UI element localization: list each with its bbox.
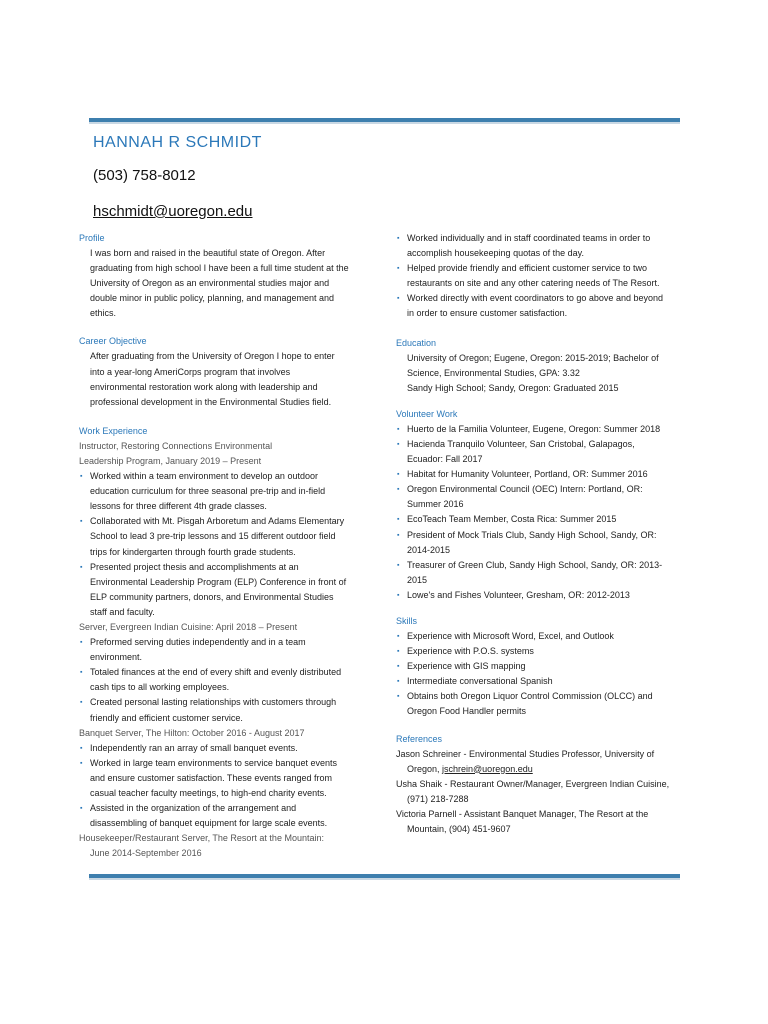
text-line: Jason Schreiner - Environmental Studies Professor, University of bbox=[396, 748, 655, 759]
text-line: ▪ Huerto de la Familia Volunteer, Eugene, Oregon: Summer 2018 bbox=[407, 423, 661, 434]
text-line: After graduating from the University of Oregon I hope to enter bbox=[90, 351, 335, 362]
top-divider bbox=[89, 118, 680, 122]
job-title-housekeeper bbox=[79, 831, 369, 861]
job-title-banquet-server bbox=[79, 726, 369, 741]
text-line: into a year-long AmeriCorps program that involves bbox=[90, 366, 291, 377]
section-title-career-objective: Career Objective bbox=[79, 336, 147, 347]
text-line bbox=[396, 762, 686, 777]
text-line: ▪ Lowe's and Fishes Volunteer, Gresham, OR: 2012-2013 bbox=[407, 589, 630, 600]
text-line: environment. bbox=[90, 652, 143, 663]
section-title-volunteer-work: Volunteer Work bbox=[396, 408, 458, 419]
list-item bbox=[79, 469, 369, 514]
text-line: 2014-2015 bbox=[407, 544, 451, 555]
list-item bbox=[79, 560, 369, 620]
skills-list bbox=[396, 629, 686, 720]
email-link[interactable]: hschmidt@uoregon.edu bbox=[93, 203, 253, 220]
list-item bbox=[396, 467, 686, 482]
text-line: 2015 bbox=[407, 574, 428, 585]
text-line: ethics. bbox=[90, 308, 117, 319]
text-line: in order to ensure customer satisfaction. bbox=[407, 308, 568, 319]
list-item bbox=[396, 291, 686, 321]
job-bullets-instructor bbox=[79, 469, 369, 620]
text-line: June 2014-September 2016 bbox=[90, 848, 202, 859]
text-line: Housekeeper/Restaurant Server, The Resort at the Mountain: bbox=[79, 833, 324, 844]
list-item bbox=[396, 482, 686, 512]
text-line: ▪ Experience with P.O.S. systems bbox=[407, 646, 534, 657]
text-line: ▪ Independently ran an array of small banquet events. bbox=[90, 742, 298, 753]
reference-entry bbox=[396, 747, 686, 777]
text-line: restaurants on site and any other catering needs of The Resort. bbox=[407, 278, 660, 289]
section-title-skills: Skills bbox=[396, 615, 418, 626]
text-line: Server, Evergreen Indian Cuisine: April 2018 – Present bbox=[79, 621, 298, 632]
list-item bbox=[79, 695, 369, 725]
section-title-references: References bbox=[396, 733, 443, 744]
text-line: education curriculum for three seasonal pre-trip and in-field bbox=[90, 486, 326, 497]
text-line: disassembling of banquet equipment for large scale events. bbox=[90, 818, 328, 829]
text-line: Science, Environmental Studies, GPA: 3.32 bbox=[407, 367, 580, 378]
text-line: lessons for three different 4th grade classes. bbox=[90, 501, 267, 512]
text-line: casual teacher faculty meetings, to high-end charity events. bbox=[90, 788, 327, 798]
text-line: ▪ President of Mock Trials Club, Sandy High School, Sandy, OR: bbox=[407, 529, 657, 540]
list-item bbox=[396, 437, 686, 467]
section-title-work-experience: Work Experience bbox=[79, 425, 148, 436]
text-line: ▪ Collaborated with Mt. Pisgah Arboretum and Adams Elementary bbox=[90, 516, 345, 527]
text-line: ▪ Worked individually and in staff coordinated teams in order to bbox=[407, 233, 651, 243]
text-line: ▪ Experience with GIS mapping bbox=[407, 661, 526, 672]
section-title-profile: Profile bbox=[79, 233, 105, 243]
text-line: (971) 218-7288 bbox=[407, 793, 469, 804]
list-item bbox=[396, 422, 686, 437]
text-line: Ecuador: Fall 2017 bbox=[407, 454, 483, 465]
phone-number: (503) 758-8012 bbox=[93, 167, 196, 184]
bottom-divider bbox=[89, 874, 680, 878]
text-line: ▪ Assisted in the organization of the arrangement and bbox=[90, 803, 297, 814]
list-item bbox=[79, 801, 369, 831]
text-line: Summer 2016 bbox=[407, 499, 464, 510]
text-line: environmental restoration work along with leadership and bbox=[90, 381, 318, 392]
list-item bbox=[396, 261, 686, 291]
list-item bbox=[396, 588, 686, 603]
career-objective-text bbox=[79, 349, 369, 409]
text-line: Mountain, (904) 451-9607 bbox=[407, 824, 511, 834]
volunteer-list bbox=[396, 422, 686, 603]
text-line: ▪ Intermediate conversational Spanish bbox=[407, 676, 553, 687]
text-line: ▪ Worked in large team environments to service banquet events bbox=[90, 757, 337, 768]
list-item bbox=[396, 659, 686, 674]
text-line: trips for kindergarten through fourth grade students. bbox=[90, 546, 296, 557]
reference-entry bbox=[396, 807, 686, 837]
text-line: ▪ Habitat for Humanity Volunteer, Portland, OR: Summer 2016 bbox=[407, 469, 648, 480]
text-line: ▪ EcoTeach Team Member, Costa Rica: Summer 2015 bbox=[407, 514, 617, 525]
text-line: ▪ Experience with Microsoft Word, Excel, and Outlook bbox=[407, 630, 614, 641]
text-line: ▪ Preformed serving duties independently and in a team bbox=[90, 637, 306, 648]
text-line: Environmental Leadership Program (ELP) Conference in front of bbox=[90, 576, 347, 587]
text-line: Usha Shaik - Restaurant Owner/Manager, Evergreen Indian Cuisine, bbox=[396, 778, 670, 789]
text-line: staff and faculty. bbox=[90, 606, 155, 617]
text-line: ▪ Oregon Environmental Council (OEC) Intern: Portland, OR: bbox=[407, 484, 643, 495]
text-line: double minor in public policy, planning, and management and bbox=[90, 293, 334, 304]
list-item bbox=[396, 512, 686, 527]
text-line: I was born and raised in the beautiful state of Oregon. After bbox=[90, 248, 326, 258]
text-line: ▪ Treasurer of Green Club, Sandy High School, Sandy, OR: 2013- bbox=[407, 559, 663, 570]
list-item bbox=[79, 741, 369, 756]
list-item bbox=[79, 756, 369, 801]
profile-text bbox=[79, 246, 369, 321]
text-line: ▪ Created personal lasting relationships with customers through bbox=[90, 697, 337, 708]
text-line: Oregon Food Handler permits bbox=[407, 706, 527, 717]
text-line: ▪ Hacienda Tranquilo Volunteer, San Cristobal, Galapagos, bbox=[407, 438, 635, 449]
text-line: Instructor, Restoring Connections Environmental bbox=[79, 440, 273, 451]
list-item bbox=[396, 689, 686, 719]
text-line: graduating from high school I have been a full time student at the bbox=[90, 263, 349, 274]
list-item bbox=[396, 644, 686, 659]
education-text bbox=[396, 351, 686, 396]
text-line: ▪ Presented project thesis and accomplishments at an bbox=[90, 561, 299, 572]
text-line: University of Oregon as an environmental studies major and bbox=[90, 278, 330, 289]
text-line: ▪ Obtains both Oregon Liquor Control Commission (OLCC) and bbox=[407, 691, 653, 702]
text-line: Sandy High School; Sandy, Oregon: Graduated 2015 bbox=[407, 382, 619, 393]
text-line: University of Oregon; Eugene, Oregon: 2015-2019; Bachelor of bbox=[407, 352, 659, 363]
text-line: ▪ Worked within a team environment to develop an outdoor bbox=[90, 471, 318, 482]
list-item bbox=[396, 629, 686, 644]
text-line: professional development in the Environmental Studies field. bbox=[90, 396, 332, 407]
reference-entry bbox=[396, 777, 686, 807]
text-line: and ensure customer satisfaction. These events ranged from bbox=[90, 772, 332, 783]
job-title-server bbox=[79, 620, 369, 635]
list-item bbox=[79, 665, 369, 695]
text-line: ▪ Helped provide friendly and efficient customer service to two bbox=[407, 263, 647, 274]
list-item bbox=[396, 558, 686, 588]
section-title-education: Education bbox=[396, 337, 437, 348]
text-line: ▪ Totaled finances at the end of every shift and evenly distributed bbox=[90, 667, 342, 678]
text-line: Leadership Program, January 2019 – Present bbox=[79, 455, 262, 466]
list-item bbox=[79, 514, 369, 559]
text-line: accomplish housekeeping quotas of the day. bbox=[407, 248, 584, 259]
list-item bbox=[396, 231, 686, 261]
text-line: Victoria Parnell - Assistant Banquet Manager, The Resort at the bbox=[396, 808, 649, 819]
list-item bbox=[79, 635, 369, 665]
applicant-name: HANNAH R SCHMIDT bbox=[93, 134, 262, 151]
job-bullets-housekeeper bbox=[396, 231, 686, 322]
job-title-instructor bbox=[79, 439, 369, 469]
text-line: cash tips to all working employees. bbox=[90, 682, 230, 693]
list-item bbox=[396, 528, 686, 558]
right-column bbox=[396, 231, 686, 837]
text-line: ELP community partners, donors, and Environmental Studies bbox=[90, 591, 334, 602]
text-fragment: Oregon, bbox=[407, 763, 443, 774]
left-column bbox=[79, 231, 369, 861]
job-bullets-server bbox=[79, 635, 369, 726]
list-item bbox=[396, 674, 686, 689]
text-line: Banquet Server, The Hilton: October 2016 - August 2017 bbox=[79, 727, 305, 738]
text-line: ▪ Worked directly with event coordinators to go above and beyond bbox=[407, 293, 663, 304]
text-line: School to lead 3 pre-trip lessons and 15 different outdoor field bbox=[90, 531, 336, 542]
text-line: friendly and efficient customer service. bbox=[90, 712, 243, 723]
reference-email-link[interactable]: jschrein@uoregon.edu bbox=[442, 763, 533, 774]
job-bullets-banquet-server bbox=[79, 741, 369, 832]
references-list bbox=[396, 747, 686, 838]
